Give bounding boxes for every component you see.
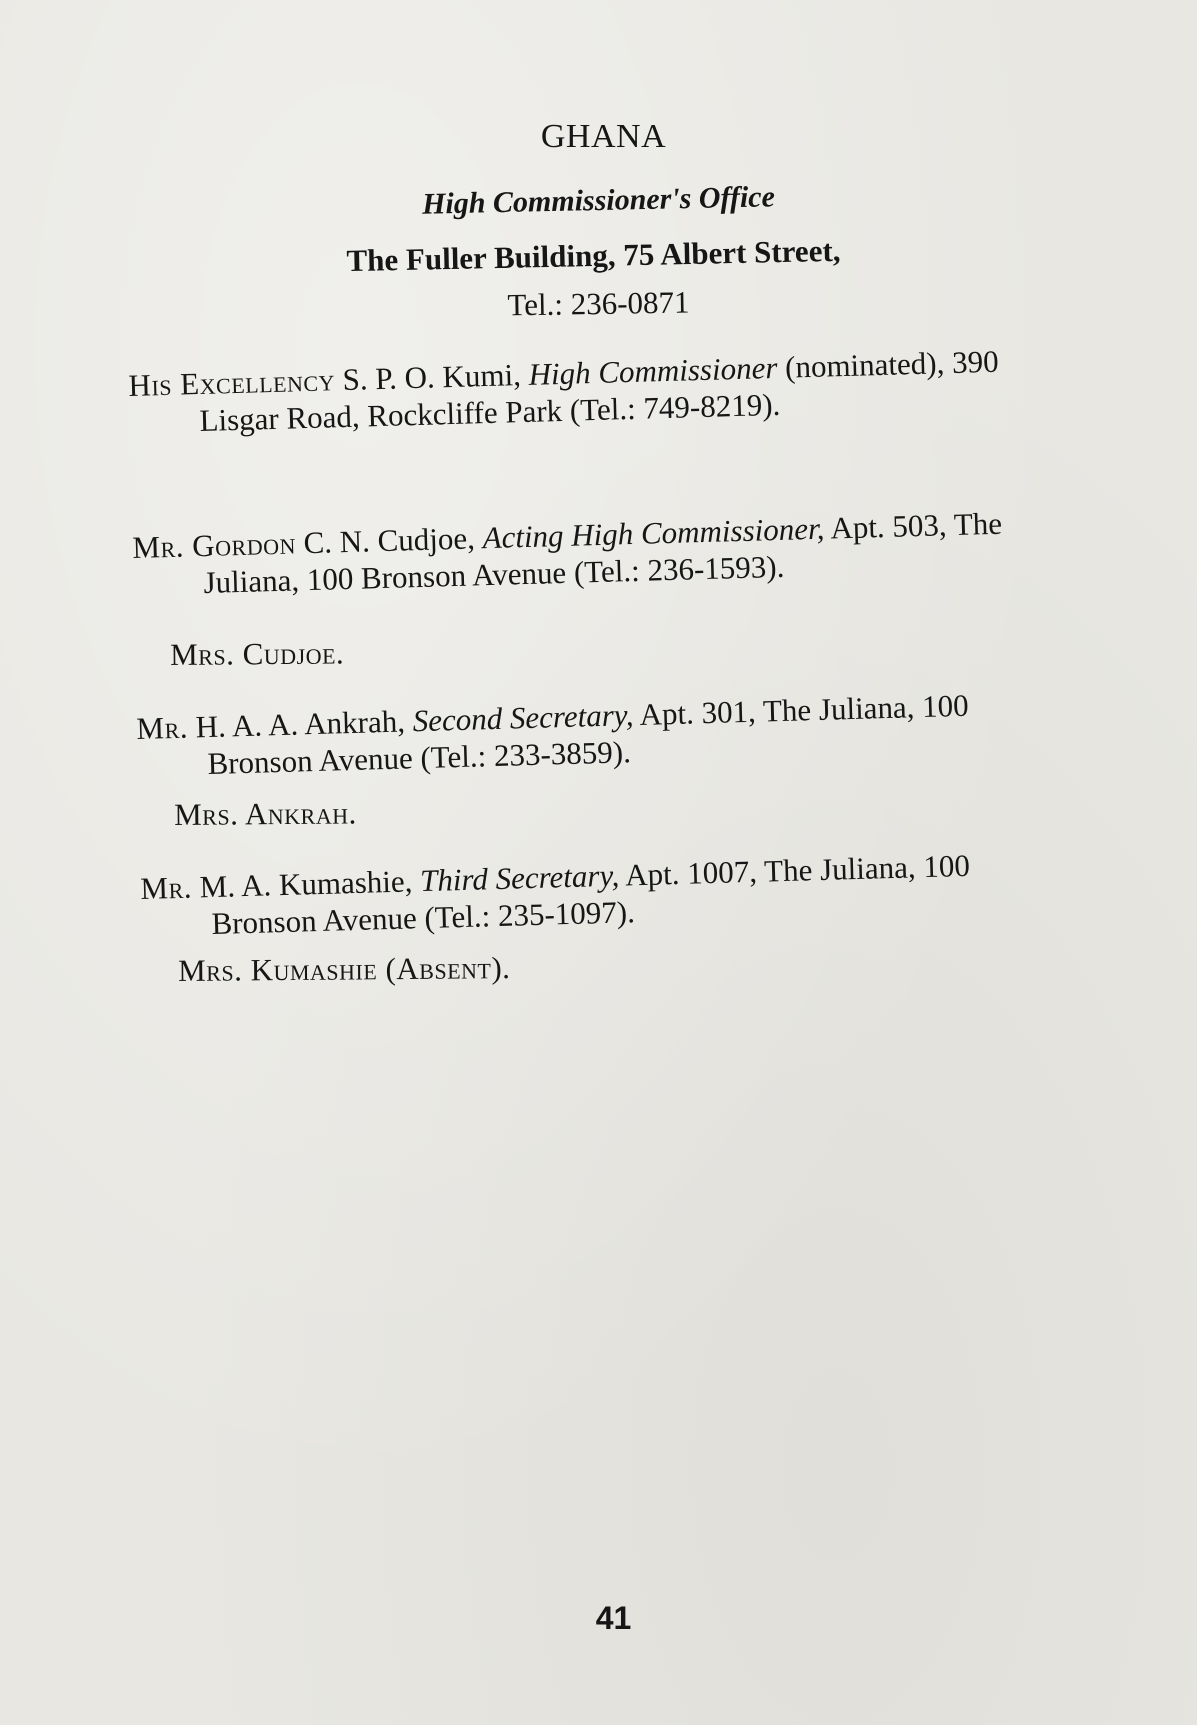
page-number: 41 (595, 1600, 632, 1636)
entry-title: Mr. (136, 709, 189, 746)
entry-role: High Commissioner (528, 349, 778, 392)
entry-title: His Excellency (128, 362, 336, 403)
entry-role: Third Secretary, (419, 857, 620, 899)
entry-name: S. P. O. Kumi, (342, 357, 522, 398)
entry-spouse: Mrs. Ankrah. (174, 795, 357, 832)
entry-name: C. N. Cudjoe, (303, 520, 476, 561)
entry-spouse: Mrs. Cudjoe. (170, 635, 345, 672)
office-subheading: High Commissioner's Office (421, 180, 776, 221)
entry-title: Mr. (140, 869, 193, 906)
entry-name: H. A. A. Ankrah, (195, 703, 406, 745)
entry-second-secretary (136, 684, 1058, 784)
entry-details: Apt. 503, The Juliana, 100 Bronson Avenue (Tel.: 236-1593). (203, 505, 1003, 601)
country-heading: GHANA (540, 118, 667, 155)
entry-spouse: Mrs. Kumashie (Absent). (178, 950, 511, 988)
entry-high-commissioner (128, 341, 1050, 441)
entry-details: Apt. 301, The Juliana, 100 Bronson Avenue (Tel.: 233-3859). (207, 687, 970, 782)
office-address: The Fuller Building, 75 Albert Street, (346, 232, 841, 279)
entry-role: Second Secretary, (412, 697, 634, 739)
entry-details: (nominated), 390 Lisgar Road, Rockcliffe Park (Tel.: 749-8219). (199, 343, 1000, 439)
entry-details: Apt. 1007, The Juliana, 100 Bronson Avenue (Tel.: 235-1097). (211, 847, 971, 942)
entry-name: M. A. Kumashie, (199, 863, 413, 905)
entry-title: Mr. Gordon (132, 525, 297, 565)
entry-acting-high-commissioner (132, 503, 1054, 603)
entry-role: Acting High Commissioner, (482, 510, 825, 556)
office-telephone: Tel.: 236-0871 (507, 284, 690, 323)
entry-third-secretary (140, 844, 1062, 944)
